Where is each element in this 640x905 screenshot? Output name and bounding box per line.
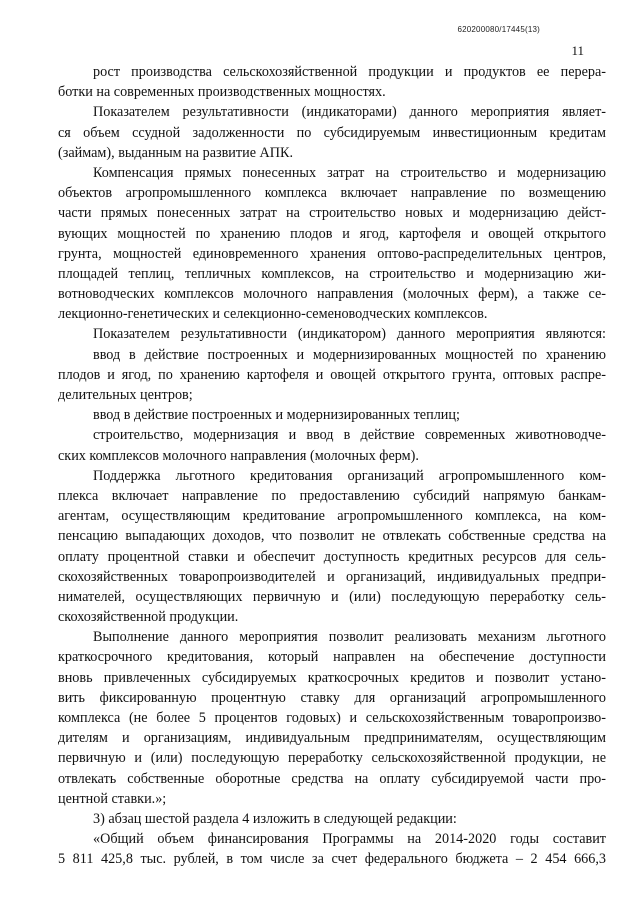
text-line: нимателей, осуществляющих первичную и (или) последующую переработку сель- (58, 588, 606, 605)
text-line: Выполнение данного мероприятия позволит реализовать механизм льготного (93, 629, 606, 646)
text-line: краткосрочного кредитования, который направлен на обеспечение доступности (58, 649, 606, 666)
text-line: отвлекать собственные оборотные средства на оплату субсидируемой части про- (58, 770, 606, 787)
text-line: вотноводческих комплексов молочного направления (молочных ферм), а также се- (58, 286, 606, 303)
text-line: вить фиксированную процентную ставку для организаций агропромышленного (58, 689, 606, 706)
text-line: ся объем ссудной задолженности по субсидируемым инвестиционным кредитам (58, 124, 606, 141)
text-line: делительных центров; (58, 387, 193, 403)
text-line: оплату процентной ставки и обеспечит доступность кредитных ресурсов для сель- (58, 548, 606, 565)
text-line: ских комплексов молочного направления (молочных ферм). (58, 447, 419, 464)
text-line: скохозяйственной продукции. (58, 609, 239, 626)
text-line: ввод в действие построенных и модернизированных теплиц; (93, 407, 460, 424)
text-line: площадей теплиц, тепличных комплексов, на строительство и модернизацию жи- (58, 265, 606, 282)
text-line: ботки на современных производственных мощностях. (58, 84, 386, 101)
text-line: «Общий объем финансирования Программы на 2014-2020 годы составит (93, 831, 606, 848)
document-code: 620200080/17445(13) (457, 25, 540, 34)
text-line: агентам, осуществляющим кредитование агропромышленного комплекса, на ком- (58, 508, 606, 525)
text-line: рост производства сельскохозяйственной продукции и продуктов ее перера- (93, 64, 606, 80)
text-line: части прямых понесенных затрат на строительство новых и модернизацию дейст- (58, 205, 606, 222)
text-line: ввод в действие построенных и модернизированных мощностей по хранению (93, 346, 606, 363)
text-line: комплекса (не более 5 процентов годовых) и сельскохозяйственным товаропроизво- (58, 710, 606, 726)
text-line: первичную и (или) последующую переработку сельскохозяйственной продукции, не (58, 750, 606, 767)
text-line: строительство, модернизация и ввод в действие современных животноводче- (93, 427, 606, 444)
text-line: плодов и ягод, по хранению картофеля и овощей открытого грунта, оптовых распре- (58, 366, 606, 383)
text-line: Поддержка льготного кредитования организаций агропромышленного ком- (93, 467, 606, 484)
text-line: 5 811 425,8 тыс. рублей, в том числе за счет федерального бюджета – 2 454 666,3 (58, 851, 606, 868)
text-line: вновь привлеченных субсидируемых краткосрочных кредитов и позволит устано- (58, 669, 606, 686)
text-line: центной ставки.»; (58, 790, 167, 807)
text-line: лекционно-генетических и селекционно-семеноводческих комплексов. (58, 306, 488, 323)
document-body (58, 62, 606, 870)
text-line: (займам), выданным на развитие АПК. (58, 144, 294, 161)
text-line: плекса включает направление по предоставлению субсидий напрямую банкам- (58, 487, 606, 504)
text-line: вующих мощностей по хранению плодов и ягод, картофеля и овощей открытого (58, 225, 606, 242)
text-line: скохозяйственных товаропроизводителей и организаций, индивидуальных предпри- (58, 568, 606, 585)
text-line: объектов агропромышленного комплекса включает направление по возмещению (58, 185, 606, 202)
text-line: пенсацию выпадающих доходов, что позволит не отвлекать собственные средства на (58, 528, 606, 545)
text-line: дителям и организациям, индивидуальным предпринимателям, осуществляющим (58, 730, 606, 747)
text-line: грунта, мощностей единовременного хранения оптово-распределительных центров, (58, 245, 606, 262)
text-line: Показателем результативности (индикатором) данного мероприятия являются: (93, 326, 606, 343)
page-number: 11 (571, 43, 584, 58)
text-line: 3) абзац шестой раздела 4 изложить в следующей редакции: (93, 810, 457, 827)
text-line: Показателем результативности (индикаторами) данного мероприятия являет- (93, 104, 606, 121)
text-line: Компенсация прямых понесенных затрат на строительство и модернизацию (93, 164, 606, 181)
